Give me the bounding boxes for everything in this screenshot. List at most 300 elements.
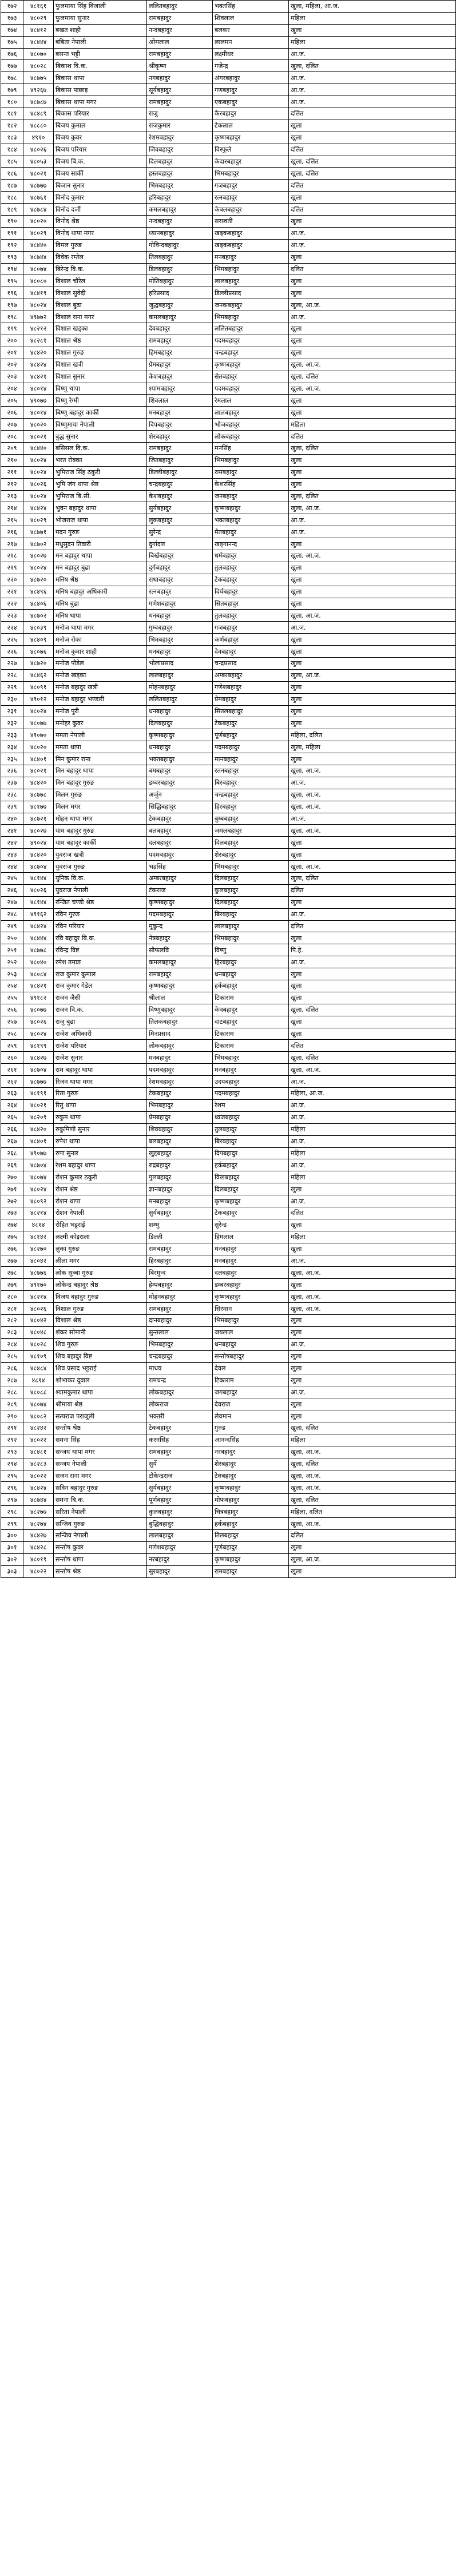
category-cell: खुला, आ.ज.: [289, 801, 456, 813]
serial-number-cell: २८४: [1, 1338, 23, 1350]
category-cell: खुला: [289, 395, 456, 407]
table-row: [1, 442, 456, 454]
grandfather-name-cell: दिलबहादुर: [213, 896, 289, 908]
father-name-cell: सूर्यबहादुर: [147, 84, 213, 96]
grandfather-name-cell: जमलबहादुर: [213, 825, 289, 837]
father-name-cell: कमलबहादुर: [147, 956, 213, 968]
candidate-name-cell: राजेश अधिकारी: [54, 1028, 147, 1040]
candidate-name-cell: बबिता नेपाली: [54, 36, 147, 48]
table-row: [1, 431, 456, 443]
candidate-name-cell: सरिता नेपाली: [54, 1506, 147, 1518]
grandfather-name-cell: शिवलाल: [213, 12, 289, 24]
grandfather-name-cell: भिमबहादुर: [213, 311, 289, 323]
roll-number-cell: ४८७६१: [23, 192, 54, 204]
table-row: [1, 60, 456, 72]
serial-number-cell: १८५: [1, 156, 23, 168]
table-row: [1, 669, 456, 681]
serial-number-cell: २११: [1, 466, 23, 478]
roll-number-cell: ४८४८९: [23, 108, 54, 120]
table-row: [1, 538, 456, 550]
candidate-name-cell: मनोज खड्का: [54, 669, 147, 681]
candidate-name-cell: विष्णु थापा: [54, 383, 147, 395]
roll-number-cell: ४८१९९: [23, 1040, 54, 1052]
serial-number-cell: २९८: [1, 1506, 23, 1518]
candidate-name-cell: मदन गुरुङ: [54, 526, 147, 538]
father-name-cell: कृष्णबहादुर: [147, 980, 213, 992]
category-cell: खुला, आ.ज.: [289, 383, 456, 395]
roll-number-cell: ४९१६२: [23, 908, 54, 920]
candidate-name-cell: राजन जैसी: [54, 992, 147, 1004]
table-row: [1, 227, 456, 239]
father-name-cell: कृष्णबहादुर: [147, 729, 213, 741]
category-cell: आ.ज.: [289, 48, 456, 60]
table-row: [1, 1040, 456, 1052]
category-cell: आ.ज.: [289, 1111, 456, 1123]
serial-number-cell: २४६: [1, 884, 23, 896]
candidate-name-cell: शिव गुरुङ: [54, 1338, 147, 1350]
candidate-name-cell: लोकेन्द्र बहादुर श्रेष्ठ: [54, 1279, 147, 1291]
father-name-cell: सुर्यबहादुर: [147, 1207, 213, 1219]
serial-number-cell: २६२: [1, 1076, 23, 1088]
candidate-name-cell: सन्तोष श्रेष्ठ: [54, 1565, 147, 1577]
serial-number-cell: २५१: [1, 944, 23, 956]
category-cell: खुला: [289, 705, 456, 717]
serial-number-cell: २८२: [1, 1314, 23, 1326]
serial-number-cell: १७५: [1, 36, 23, 48]
category-cell: खुला: [289, 968, 456, 980]
table-row: [1, 156, 456, 168]
category-cell: महिला, आ.ज.: [289, 1088, 456, 1100]
table-row: [1, 1088, 456, 1100]
grandfather-name-cell: केशरसिंह: [213, 478, 289, 490]
roll-number-cell: ४८०२४: [23, 490, 54, 502]
serial-number-cell: २६१: [1, 1064, 23, 1076]
roll-number-cell: ४८४८१: [23, 1446, 54, 1458]
serial-number-cell: २४१: [1, 825, 23, 837]
category-cell: खुला: [289, 1183, 456, 1195]
grandfather-name-cell: मोफबहादुर: [213, 1494, 289, 1506]
candidate-name-cell: राज कुमार गेडेल: [54, 980, 147, 992]
category-cell: खुला, दलित: [289, 1052, 456, 1064]
candidate-name-cell: सन्जय नेपाली: [54, 1458, 147, 1470]
roll-number-cell: ४८७४४: [23, 1494, 54, 1506]
table-row: [1, 407, 456, 419]
candidate-name-cell: मिन बहादुर थापा: [54, 765, 147, 777]
father-name-cell: नगबहादुर: [147, 72, 213, 84]
serial-number-cell: २०३: [1, 371, 23, 383]
candidate-table-body: [1, 1, 456, 1578]
father-name-cell: सुर्ये: [147, 1458, 213, 1470]
roll-number-cell: ४८४२४: [23, 359, 54, 371]
candidate-name-cell: भुमिराज सिंह ठकुरी: [54, 466, 147, 478]
category-cell: खुला: [289, 753, 456, 765]
roll-number-cell: ४८१४२: [23, 1231, 54, 1243]
serial-number-cell: २५४: [1, 980, 23, 992]
serial-number-cell: २३२: [1, 717, 23, 729]
father-name-cell: श्रीकृष्ण: [147, 60, 213, 72]
serial-number-cell: २१०: [1, 454, 23, 466]
table-row: [1, 120, 456, 132]
serial-number-cell: २१३: [1, 490, 23, 502]
category-cell: खुला: [289, 1362, 456, 1374]
grandfather-name-cell: धनबहादुर: [213, 968, 289, 980]
candidate-name-cell: रुकुमिणी सुनार: [54, 1123, 147, 1135]
serial-number-cell: २०५: [1, 395, 23, 407]
serial-number-cell: २९३: [1, 1446, 23, 1458]
roll-number-cell: ४८०२६: [23, 478, 54, 490]
grandfather-name-cell: भक्तसिंह: [213, 1, 289, 13]
table-row: [1, 1446, 456, 1458]
father-name-cell: डिल्ली: [147, 1231, 213, 1243]
roll-number-cell: ४८४२४: [23, 502, 54, 514]
grandfather-name-cell: कृष्णबहादुर: [213, 1291, 289, 1303]
category-cell: खुला, आ.ज.: [289, 1518, 456, 1530]
table-row: [1, 275, 456, 287]
candidate-name-cell: बिजान सुनार: [54, 180, 147, 192]
roll-number-cell: ४८०९१: [23, 681, 54, 693]
category-cell: आ.ज.: [289, 813, 456, 825]
roll-number-cell: ४८४०९: [23, 634, 54, 646]
candidate-name-cell: राजेश सुनार: [54, 1052, 147, 1064]
roll-number-cell: ४९०७७: [23, 1147, 54, 1159]
roll-number-cell: ४८७७८: [23, 789, 54, 801]
father-name-cell: दिपबहादुर: [147, 419, 213, 431]
father-name-cell: भिमबहादुर: [147, 1338, 213, 1350]
roll-number-cell: ४८४४०: [23, 442, 54, 454]
table-row: [1, 1506, 456, 1518]
table-row: [1, 1135, 456, 1147]
serial-number-cell: २२०: [1, 574, 23, 586]
table-row: [1, 657, 456, 669]
father-name-cell: पूर्णबहादुर: [147, 1494, 213, 1506]
table-row: [1, 132, 456, 144]
serial-number-cell: ३०१: [1, 1541, 23, 1553]
roll-number-cell: ४८०७४: [23, 1171, 54, 1183]
father-name-cell: करनसिंह: [147, 1434, 213, 1446]
father-name-cell: लोकबहादुर: [147, 1040, 213, 1052]
serial-number-cell: २२९: [1, 681, 23, 693]
roll-number-cell: ४८०२६: [23, 1303, 54, 1315]
serial-number-cell: ३०२: [1, 1553, 23, 1565]
category-cell: खुला, आ.ज.: [289, 1470, 456, 1482]
roll-number-cell: ४८१६१: [23, 1, 54, 13]
category-cell: आ.ज.: [289, 1338, 456, 1350]
candidate-name-cell: बिकास परियार: [54, 108, 147, 120]
grandfather-name-cell: लेवमान: [213, 1410, 289, 1422]
serial-number-cell: २७२: [1, 1195, 23, 1207]
father-name-cell: डम्बरबहादुर: [147, 777, 213, 789]
father-name-cell: देवबहादुर: [147, 323, 213, 335]
candidate-name-cell: बिजय परियार: [54, 144, 147, 156]
grandfather-name-cell: बिरबहादुर: [213, 1135, 289, 1147]
candidate-name-cell: मनिष बुढा: [54, 598, 147, 610]
table-row: [1, 705, 456, 717]
table-row: [1, 514, 456, 526]
candidate-name-cell: ममता थापा: [54, 741, 147, 753]
father-name-cell: मिनप्रसाद: [147, 1028, 213, 1040]
grandfather-name-cell: पूर्णबहादुर: [213, 1541, 289, 1553]
candidate-name-cell: बिजय कुमाल: [54, 120, 147, 132]
father-name-cell: रामबहादुर: [147, 1243, 213, 1255]
candidate-name-cell: लोक सुब्बा गुरुङ: [54, 1267, 147, 1279]
serial-number-cell: १९६: [1, 287, 23, 299]
table-row: [1, 12, 456, 24]
father-name-cell: रेशमबहादुर: [147, 132, 213, 144]
table-row: [1, 1422, 456, 1434]
father-name-cell: बिर्खबहादुर: [147, 550, 213, 562]
candidate-name-cell: रेशम बहादुर थापा: [54, 1159, 147, 1171]
roll-number-cell: ४८०३९: [23, 622, 54, 634]
candidate-name-cell: सन्जिव नेपाली: [54, 1530, 147, 1542]
category-cell: खुला: [289, 598, 456, 610]
father-name-cell: मोहनबहादुर: [147, 681, 213, 693]
category-cell: महिला, दलित: [289, 729, 456, 741]
grandfather-name-cell: टेकबहादुर: [213, 717, 289, 729]
father-name-cell: कुलबहादुर: [147, 1506, 213, 1518]
serial-number-cell: २५०: [1, 932, 23, 944]
roll-number-cell: ४८४२०: [23, 849, 54, 861]
grandfather-name-cell: गजबहादुर: [213, 180, 289, 192]
category-cell: खुला, आ.ज.: [289, 765, 456, 777]
father-name-cell: ओमलाल: [147, 36, 213, 48]
serial-number-cell: २७८: [1, 1267, 23, 1279]
candidate-name-cell: मनोज पौडेल: [54, 657, 147, 669]
candidate-name-cell: राम बहादुर थापा: [54, 1064, 147, 1076]
table-row: [1, 992, 456, 1004]
category-cell: खुला: [289, 980, 456, 992]
roll-number-cell: ४८४२४: [23, 1482, 54, 1494]
category-cell: आ.ज.: [289, 1159, 456, 1171]
grandfather-name-cell: सन्तोषबहादुर: [213, 1350, 289, 1362]
candidate-name-cell: विशाल सुनार: [54, 371, 147, 383]
grandfather-name-cell: जनबहादुर: [213, 490, 289, 502]
candidate-name-cell: रोहित भट्टराई: [54, 1219, 147, 1231]
roll-number-cell: ४८१७७: [23, 801, 54, 813]
roll-number-cell: ४८०१४: [23, 407, 54, 419]
serial-number-cell: २९४: [1, 1458, 23, 1470]
table-row: [1, 693, 456, 705]
serial-number-cell: २८०: [1, 1291, 23, 1303]
serial-number-cell: २३४: [1, 741, 23, 753]
candidate-name-cell: रविन परियार: [54, 920, 147, 932]
father-name-cell: सुन्तलाल: [147, 1326, 213, 1338]
grandfather-name-cell: गुरुड: [213, 1422, 289, 1434]
roll-number-cell: ४८०८८: [23, 1386, 54, 1398]
grandfather-name-cell: मनबहादुर: [213, 1255, 289, 1267]
category-cell: खुला, आ.ज.: [289, 1303, 456, 1315]
category-cell: खुला: [289, 1350, 456, 1362]
table-row: [1, 849, 456, 861]
serial-number-cell: १७२: [1, 1, 23, 13]
table-row: [1, 1255, 456, 1267]
roll-number-cell: ४८७७८: [23, 944, 54, 956]
father-name-cell: रामबहादुर: [147, 442, 213, 454]
roll-number-cell: ४८२१४: [23, 1291, 54, 1303]
grandfather-name-cell: कृष्णबहादुर: [213, 1482, 289, 1494]
serial-number-cell: २५२: [1, 956, 23, 968]
grandfather-name-cell: प्रेमबहादुर: [213, 693, 289, 705]
candidate-name-cell: मनोज रोका: [54, 634, 147, 646]
father-name-cell: लालबहादुर: [147, 669, 213, 681]
grandfather-name-cell: टेकलाल: [213, 120, 289, 132]
father-name-cell: कमलबहादुर: [147, 204, 213, 216]
grandfather-name-cell: सिरमान: [213, 1303, 289, 1315]
table-row: [1, 1350, 456, 1362]
grandfather-name-cell: दिलबहादुर: [213, 837, 289, 849]
serial-number-cell: २८६: [1, 1362, 23, 1374]
table-row: [1, 36, 456, 48]
roll-number-cell: ४८७०२: [23, 610, 54, 622]
father-name-cell: रामचन्द्र: [147, 1374, 213, 1386]
grandfather-name-cell: टिकाराम: [213, 1028, 289, 1040]
table-row: [1, 347, 456, 359]
table-row: [1, 634, 456, 646]
father-name-cell: राधाबहादुर: [147, 574, 213, 586]
serial-number-cell: २८५: [1, 1350, 23, 1362]
serial-number-cell: २०४: [1, 383, 23, 395]
grandfather-name-cell: हर्कबहादुर: [213, 1159, 289, 1171]
father-name-cell: मनबहादुर: [147, 1195, 213, 1207]
category-cell: दलित: [289, 920, 456, 932]
candidate-name-cell: मनोज बहादुर भण्डारी: [54, 693, 147, 705]
category-cell: आ.ज.: [289, 514, 456, 526]
candidate-name-cell: रोशन श्रेष्ठ: [54, 1183, 147, 1195]
grandfather-name-cell: शेरबहादुर: [213, 849, 289, 861]
grandfather-name-cell: लालमन: [213, 36, 289, 48]
candidate-name-cell: युवराज नेपाली: [54, 884, 147, 896]
table-row: [1, 72, 456, 84]
serial-number-cell: १८४: [1, 144, 23, 156]
candidate-name-cell: रविन्द्र विष्ट: [54, 944, 147, 956]
table-row: [1, 1111, 456, 1123]
serial-number-cell: २३०: [1, 693, 23, 705]
father-name-cell: शेरबहादुर: [147, 431, 213, 443]
grandfather-name-cell: मनबहादुर: [213, 1064, 289, 1076]
serial-number-cell: १८६: [1, 168, 23, 180]
candidate-name-cell: भुवन बहादुर थापा: [54, 502, 147, 514]
father-name-cell: कृष्णबहादुर: [147, 896, 213, 908]
table-row: [1, 908, 456, 920]
roll-number-cell: ४८४४४: [23, 36, 54, 48]
table-row: [1, 299, 456, 311]
candidate-name-cell: विनोद थापा मगर: [54, 227, 147, 239]
category-cell: महिला: [289, 1231, 456, 1243]
serial-number-cell: ३००: [1, 1530, 23, 1542]
candidate-table: [1, 0, 456, 1578]
grandfather-name-cell: सितलबहादुर: [213, 705, 289, 717]
serial-number-cell: २४७: [1, 896, 23, 908]
table-row: [1, 454, 456, 466]
grandfather-name-cell: कुलबहादुर: [213, 884, 289, 896]
serial-number-cell: २२४: [1, 622, 23, 634]
table-row: [1, 1267, 456, 1279]
roll-number-cell: ४९०७७: [23, 395, 54, 407]
father-name-cell: ललितबहादुर: [147, 693, 213, 705]
candidate-name-cell: मनोज पुरी: [54, 705, 147, 717]
roll-number-cell: ४८०२४: [23, 705, 54, 717]
table-row: [1, 1470, 456, 1482]
table-row: [1, 646, 456, 658]
candidate-name-cell: मनिष थापा: [54, 610, 147, 622]
candidate-name-cell: भोजराज थापा: [54, 514, 147, 526]
father-name-cell: शिवबहादुर: [147, 1123, 213, 1135]
father-name-cell: गणेशबहादुर: [147, 598, 213, 610]
category-cell: खुला: [289, 646, 456, 658]
table-row: [1, 586, 456, 598]
category-cell: दलित: [289, 144, 456, 156]
category-cell: खुला: [289, 586, 456, 598]
table-row: [1, 765, 456, 777]
candidate-name-cell: फुलमाया सिंह विजाली: [54, 1, 147, 13]
roll-number-cell: ४८०२९: [23, 12, 54, 24]
roll-number-cell: ४८७०२: [23, 538, 54, 550]
candidate-name-cell: राजु बुढा: [54, 1016, 147, 1028]
serial-number-cell: २९०: [1, 1410, 23, 1422]
roll-number-cell: ४९७७२: [23, 311, 54, 323]
category-cell: खुला, दलित: [289, 156, 456, 168]
serial-number-cell: १८९: [1, 204, 23, 216]
roll-number-cell: ४८४२७: [23, 1052, 54, 1064]
category-cell: खुला: [289, 466, 456, 478]
serial-number-cell: १९८: [1, 311, 23, 323]
grandfather-name-cell: बलकर: [213, 24, 289, 36]
grandfather-name-cell: हर्कबहादुर: [213, 1518, 289, 1530]
category-cell: खुला, दलित: [289, 1458, 456, 1470]
category-cell: खुला: [289, 717, 456, 729]
table-row: [1, 1494, 456, 1506]
grandfather-name-cell: लालबहादुर: [213, 920, 289, 932]
serial-number-cell: १८७: [1, 180, 23, 192]
serial-number-cell: २०२: [1, 359, 23, 371]
serial-number-cell: १८०: [1, 96, 23, 108]
serial-number-cell: १७३: [1, 12, 23, 24]
category-cell: खुला: [289, 992, 456, 1004]
category-cell: आ.ज.: [289, 1255, 456, 1267]
category-cell: खुला: [289, 1326, 456, 1338]
serial-number-cell: २७१: [1, 1183, 23, 1195]
category-cell: खुला: [289, 1541, 456, 1553]
category-cell: खुला, दलित: [289, 873, 456, 885]
roll-number-cell: ४८०२४: [23, 299, 54, 311]
serial-number-cell: २६४: [1, 1099, 23, 1111]
grandfather-name-cell: भिमबहादुर: [213, 263, 289, 275]
roll-number-cell: ४९०७०: [23, 729, 54, 741]
roll-number-cell: ४८०२१: [23, 431, 54, 443]
grandfather-name-cell: डम्बरबहादुर: [213, 1279, 289, 1291]
category-cell: खुला, दलित: [289, 1494, 456, 1506]
category-cell: खुला: [289, 657, 456, 669]
grandfather-name-cell: केबलबहादुर: [213, 204, 289, 216]
category-cell: महिला, दलित: [289, 1506, 456, 1518]
roll-number-cell: ४८०७४: [23, 1398, 54, 1410]
table-row: [1, 598, 456, 610]
serial-number-cell: १८३: [1, 132, 23, 144]
category-cell: खुला, आ.ज.: [289, 1291, 456, 1303]
serial-number-cell: २५९: [1, 1040, 23, 1052]
grandfather-name-cell: आनन्दसिंह: [213, 1434, 289, 1446]
candidate-name-cell: विनोद श्रेष्ठ: [54, 216, 147, 228]
serial-number-cell: २८९: [1, 1398, 23, 1410]
candidate-name-cell: याम बहादुर गुरुङ: [54, 825, 147, 837]
category-cell: आ.ज.: [289, 239, 456, 251]
grandfather-name-cell: भिमबहादुर: [213, 932, 289, 944]
roll-number-cell: ४८०२४: [23, 1028, 54, 1040]
table-row: [1, 1386, 456, 1398]
category-cell: आ.ज.: [289, 1099, 456, 1111]
grandfather-name-cell: पदमबहादुर: [213, 1088, 289, 1100]
candidate-name-cell: ममता नेपाली: [54, 729, 147, 741]
table-row: [1, 311, 456, 323]
